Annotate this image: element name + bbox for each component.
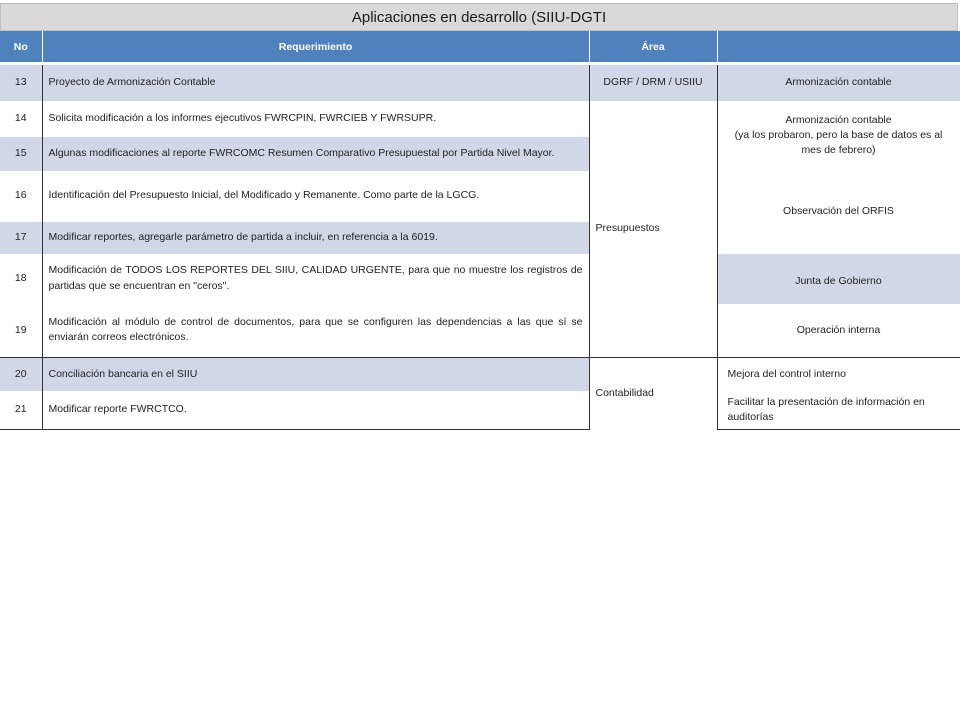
table-header-row (0, 31, 960, 64)
row-requirement: Algunas modificaciones al reporte FWRCOMC Resumen Comparativo Presupuestal por Partida Nivel Mayor. (42, 137, 589, 171)
row-number: 18 (0, 254, 42, 304)
row-requirement: Modificar reporte FWRCTCO. (42, 391, 589, 430)
row-area: DGRF / DRM / USIIU (589, 64, 717, 101)
row-number: 21 (0, 391, 42, 430)
row-notes: Facilitar la presentación de información en auditorías (717, 391, 960, 430)
row-requirement: Solicita modificación a los informes ejecutivos FWRCPIN, FWRCIEB Y FWRSUPR. (42, 101, 589, 137)
row-number: 15 (0, 137, 42, 171)
row-number: 17 (0, 222, 42, 254)
row-number: 20 (0, 358, 42, 391)
notes-orfis: Observación del ORFIS (717, 171, 960, 254)
row-number: 13 (0, 64, 42, 101)
header-no: No (0, 31, 42, 64)
area-contabilidad: Contabilidad (589, 358, 717, 430)
table-row (0, 171, 960, 222)
row-requirement: Modificación de TODOS LOS REPORTES DEL SIIU, CALIDAD URGENTE, para que no muestre los registros de partidas que se encuentran en "ceros". (42, 254, 589, 304)
notes-armonizacion-line2: (ya los probaron, pero la base de datos es al mes de febrero) (734, 128, 943, 157)
table-row (0, 391, 960, 430)
notes-operacion: Operación interna (717, 304, 960, 358)
requirements-table (0, 31, 960, 430)
header-requirement: Requerimiento (42, 31, 589, 64)
page-title-text: Aplicaciones en desarrollo (SIIU-DGTI (351, 8, 607, 26)
row-number: 16 (0, 171, 42, 222)
row-requirement: Modificar reportes, agregarle parámetro de partida a incluir, en referencia a la 6019. (42, 222, 589, 254)
table-row (0, 101, 960, 137)
row-requirement: Identificación del Presupuesto Inicial, del Modificado y Remanente. Como parte de la LGCG. (42, 171, 589, 222)
header-notes (717, 31, 960, 64)
table-row (0, 254, 960, 304)
table-row (0, 358, 960, 391)
page-title (0, 3, 958, 31)
row-notes: Mejora del control interno (717, 358, 960, 391)
area-presupuestos: Presupuestos (589, 101, 717, 358)
row-number: 19 (0, 304, 42, 358)
notes-armonizacion-line1: Armonización contable (785, 113, 892, 126)
table-row (0, 304, 960, 358)
header-area: Área (589, 31, 717, 64)
row-requirement: Modificación al módulo de control de documentos, para que se configuren las dependencias a las que sí se enviarán correos electrónicos. (42, 304, 589, 358)
row-notes: Armonización contable (717, 64, 960, 101)
row-requirement: Proyecto de Armonización Contable (42, 64, 589, 101)
notes-armonizacion (717, 101, 960, 171)
row-number: 14 (0, 101, 42, 137)
table-row (0, 64, 960, 101)
row-requirement: Conciliación bancaria en el SIIU (42, 358, 589, 391)
notes-junta: Junta de Gobierno (717, 254, 960, 304)
